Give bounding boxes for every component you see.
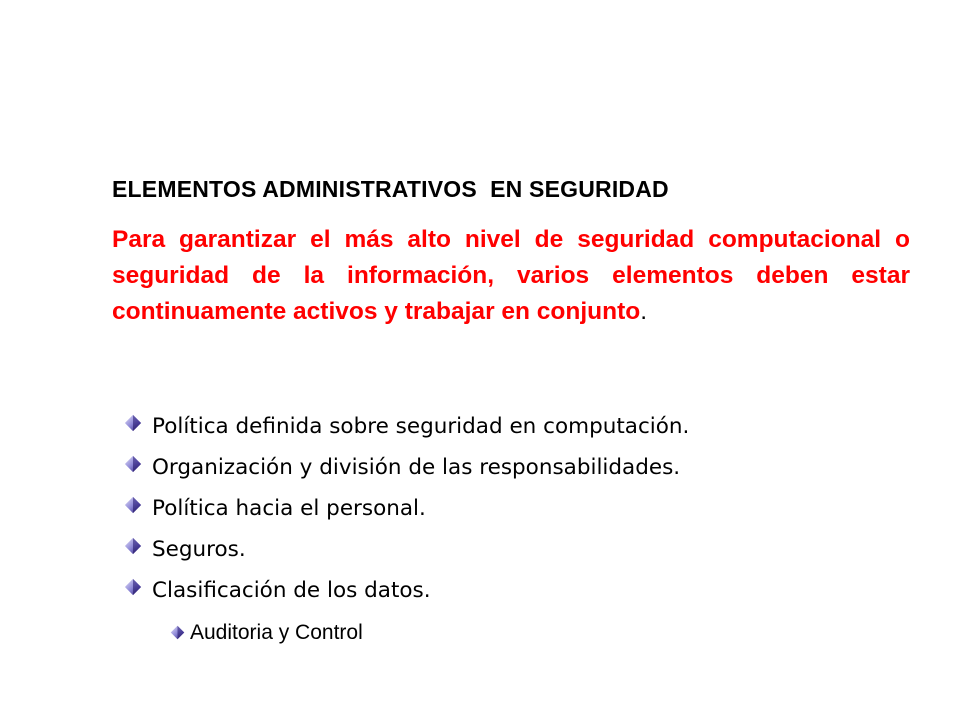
bullet-text: Política hacia el personal. (152, 496, 426, 521)
bullet-text: Organización y división de las responsabilidades. (152, 455, 681, 480)
bullet-text: Política definida sobre seguridad en computación. (152, 414, 690, 439)
bullet-text: Seguros. (152, 537, 246, 562)
diamond-bullet-icon (124, 537, 142, 555)
bullet-item (122, 447, 689, 488)
bullet-item (122, 488, 689, 529)
diamond-bullet-icon (170, 625, 185, 640)
diamond-bullet-icon (124, 578, 142, 596)
diamond-bullet-icon (124, 414, 142, 432)
diamond-bullet-icon (124, 455, 142, 473)
intro-text: Para garantizar el más alto nivel de seguridad computacional o seguridad de la información, varios elementos deben estar continuamente activos y trabajar en conjunto (112, 226, 910, 325)
sub-bullet-text: Auditoria y Control (190, 621, 363, 644)
slide-title: ELEMENTOS ADMINISTRATIVOS EN SEGURIDAD (112, 176, 669, 202)
bullet-text: Clasificación de los datos. (152, 578, 431, 603)
intro-paragraph (112, 222, 910, 330)
bullet-item (122, 406, 689, 447)
bullet-list (122, 406, 689, 611)
diamond-bullet-icon (124, 496, 142, 514)
intro-period: . (640, 298, 648, 325)
sub-bullet-item (170, 619, 363, 647)
bullet-item (122, 570, 689, 611)
bullet-item (122, 529, 689, 570)
